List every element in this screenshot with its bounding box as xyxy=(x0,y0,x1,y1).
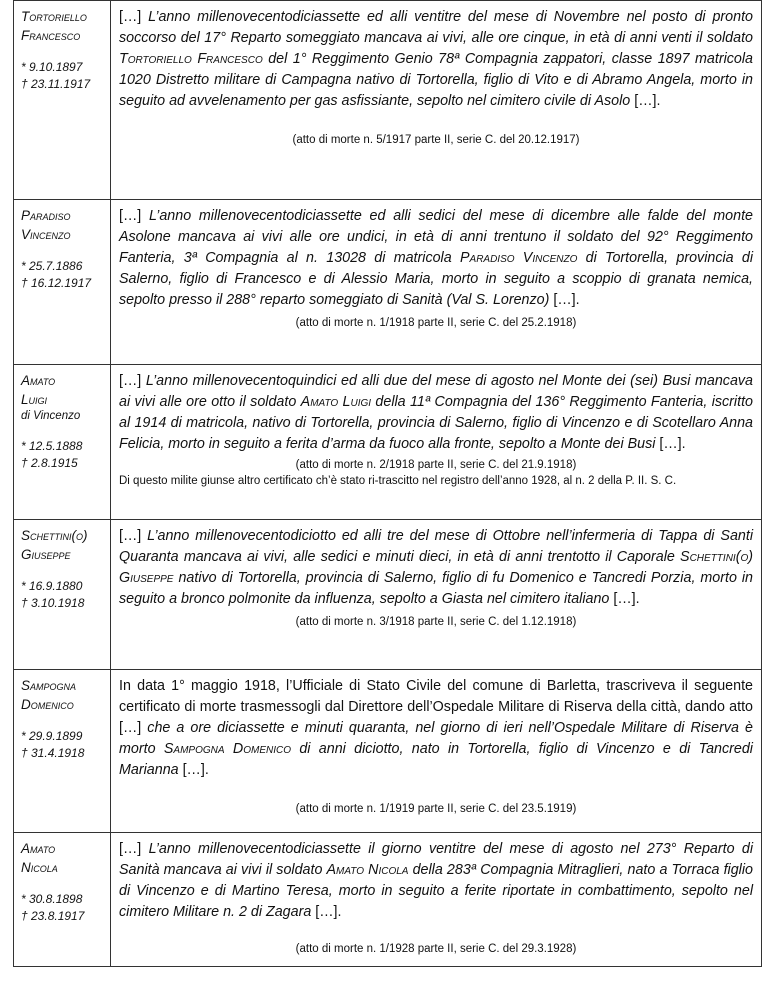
text-soldier-name: Amato Nicola xyxy=(326,862,409,878)
record-text xyxy=(111,200,761,311)
text-prefix: […] xyxy=(119,9,149,25)
death-date: † 16.12.1917 xyxy=(21,276,92,290)
text-part-b: della 283ª Compagnia Mitraglieri, nato a Torraca figlio di Vincenzo e di Martino Teresa, morto in seguito a ferite riportate in combattimento, sepolto nel cimitero Militare n. 2 di Zagara xyxy=(119,862,753,920)
text-prefix: […] xyxy=(119,841,149,857)
death-date: † 31.4.1918 xyxy=(21,746,85,760)
text-part-b: di Tortorella, provincia di Salerno, figlio di Francesco e di Alessio Maria, morto in seguito a scoppio di granata nemica, sepolto presso il 288° reparto someggiato di Sanità (Val S. Lorenzo) xyxy=(119,250,754,308)
record-text xyxy=(111,520,761,610)
text-prefix: In data 1° maggio 1918, l’Ufficiale di Stato Civile del comune di Barletta, trascriveva il seguente certificato di morte trasmessogli dal Direttore dell’Ospedale Militare di Riserva della città, dando atto […] xyxy=(119,678,753,736)
record-text-cell xyxy=(111,200,762,365)
given-name: Domenico xyxy=(21,697,74,712)
record-text-cell xyxy=(111,670,762,833)
birth-date: * 25.7.1886 xyxy=(21,259,83,273)
text-part-a: che a ore diciassette e minuti quaranta, nel giorno di ieri nell’Ospedale Militare di Riserva è morto xyxy=(119,720,753,757)
text-part-b: nativo di Tortorella, provincia di Salerno, figlio di fu Domenico e Tancredi Porzia, morto in seguito a bronco polmonite da influenza, sepolto a Giasta nel cimitero italiano xyxy=(119,570,753,607)
record-row xyxy=(14,520,762,670)
death-date: † 23.11.1917 xyxy=(21,77,91,91)
text-part-a: L’anno millenovecentodiciassette il giorno ventitre del mese di agosto nel 273° Reparto di Sanità mancava ai vivi il soldato xyxy=(119,841,754,878)
death-act-reference: (atto di morte n. 5/1917 parte II, serie C. del 20.12.1917) xyxy=(292,134,580,146)
record-text-cell xyxy=(111,833,762,967)
birth-date: * 29.9.1899 xyxy=(21,729,83,743)
record-row xyxy=(14,833,762,967)
soldier-name-cell xyxy=(14,670,111,833)
text-soldier-name: Schettini(o) Giuseppe xyxy=(119,549,753,586)
text-prefix: […] xyxy=(119,373,146,389)
soldier-name-cell xyxy=(14,365,111,520)
surname: Amato xyxy=(21,841,56,856)
death-act-reference: (atto di morte n. 3/1918 parte II, serie C. del 1.12.1918) xyxy=(295,616,577,628)
record-row xyxy=(14,200,762,365)
death-records-table xyxy=(13,0,762,967)
text-part-b: del 1° Reggimento Genio 78ª Compagnia zappatori, classe 1897 matricola 1020 Distretto militare di Campagna nativo di Tortorella, figlio di Vito e di Abramo Angela, morto in seguito ad avvelenamento per gas asfissiante, sepolto nel cimitero civile di Asolo xyxy=(119,51,753,109)
given-name: Vincenzo xyxy=(21,227,71,242)
surname: Schettini(o) xyxy=(21,528,88,543)
soldier-name-cell xyxy=(14,520,111,670)
record-text xyxy=(111,1,761,112)
given-name: Luigi xyxy=(21,392,48,407)
death-act-reference: (atto di morte n. 1/1928 parte II, serie C. del 29.3.1928) xyxy=(295,943,577,955)
text-part-b: di anni diciotto, nato in Tortorella, figlio di Vincenzo e di Tancredi Marianna xyxy=(119,741,753,778)
soldier-name-cell xyxy=(14,200,111,365)
surname: Tortoriello xyxy=(21,9,87,24)
transcription-note: Di questo milite giunse altro certificato ch’è stato ri-trascitto nel registro dell’anno 1928, al n. 2 della P. II. S. C. xyxy=(119,475,677,487)
surname: Amato xyxy=(21,373,56,388)
birth-date: * 30.8.1898 xyxy=(21,892,83,906)
record-row xyxy=(14,670,762,833)
record-text xyxy=(111,833,761,923)
text-prefix: […] xyxy=(119,208,149,224)
death-date: † 2.8.1915 xyxy=(21,456,78,470)
text-part-a: L’anno millenovecentodiciassette ed alli ventitre del mese di Novembre nel posto di pronto soccorso del 17° Reparto someggiato mancava ai vivi, alle ore cinque, in età di anni venti il soldato xyxy=(119,9,753,46)
text-suffix: […]. xyxy=(630,93,661,109)
text-suffix: […]. xyxy=(311,904,342,920)
text-soldier-name: Tortoriello Francesco xyxy=(119,51,263,67)
text-suffix: […]. xyxy=(609,591,640,607)
surname: Paradiso xyxy=(21,208,71,223)
record-text-cell xyxy=(111,1,762,200)
text-soldier-name: Paradiso Vincenzo xyxy=(459,250,578,266)
text-suffix: […]. xyxy=(549,292,580,308)
death-date: † 3.10.1918 xyxy=(21,596,85,610)
death-act-reference: (atto di morte n. 2/1918 parte II, serie C. del 21.9.1918) xyxy=(295,459,577,471)
text-part-b: della 11ª Compagnia del 136° Reggimento Fanteria, iscritto al 1914 di matricola, nativo di Tortorella, provincia di Salerno, figlio di Vincenzo e di Scotellaro Anna Felicia, morto in seguito a ferita d’arma da fuoco alla fronte, sepolto a Monte dei Busi xyxy=(119,394,753,452)
death-act-reference: (atto di morte n. 1/1918 parte II, serie C. del 25.2.1918) xyxy=(295,317,577,329)
soldier-name-cell xyxy=(14,1,111,200)
given-name: Giuseppe xyxy=(21,547,71,562)
father-name: di Vincenzo xyxy=(21,410,81,422)
birth-date: * 16.9.1880 xyxy=(21,579,83,593)
record-text-cell xyxy=(111,520,762,670)
record-text-cell xyxy=(111,365,762,520)
text-part-a: L’anno millenovecentoquindici ed alli due del mese di agosto nel Monte dei (sei) Busi mancava ai vivi alle ore otto il soldato xyxy=(119,373,753,410)
death-act-reference: (atto di morte n. 1/1919 parte II, serie C. del 23.5.1919) xyxy=(295,803,577,815)
surname: Sampogna xyxy=(21,678,77,693)
text-suffix: […]. xyxy=(655,436,686,452)
birth-date: * 9.10.1897 xyxy=(21,60,83,74)
birth-date: * 12.5.1888 xyxy=(21,439,83,453)
text-part-a: L’anno millenovecentodiciotto ed alli tre del mese di Ottobre nell’infermeria di Tappa di Santi Quaranta mancava ai vivi, alle sedici e minuti dieci, in età di anni trentotto il Caporale xyxy=(119,528,753,565)
text-part-a: L’anno millenovecentodiciassette ed alli sedici del mese di dicembre alle falde del monte Asolone mancava ai vivi alle ore undici, in età di anni trentuno il soldato del 92° Reggimento Fanteria, 3ª Compagnia al n. 13028 di matricola xyxy=(119,208,753,266)
text-soldier-name: Amato Luigi xyxy=(300,394,372,410)
death-date: † 23.8.1917 xyxy=(21,909,85,923)
given-name: Francesco xyxy=(21,28,81,43)
text-suffix: […]. xyxy=(178,762,209,778)
given-name: Nicola xyxy=(21,860,58,875)
soldier-name-cell xyxy=(14,833,111,967)
record-text xyxy=(111,670,761,781)
text-soldier-name: Sampogna Domenico xyxy=(163,741,291,757)
record-row xyxy=(14,365,762,520)
record-text xyxy=(111,365,761,455)
text-prefix: […] xyxy=(119,528,148,544)
record-row xyxy=(14,1,762,200)
